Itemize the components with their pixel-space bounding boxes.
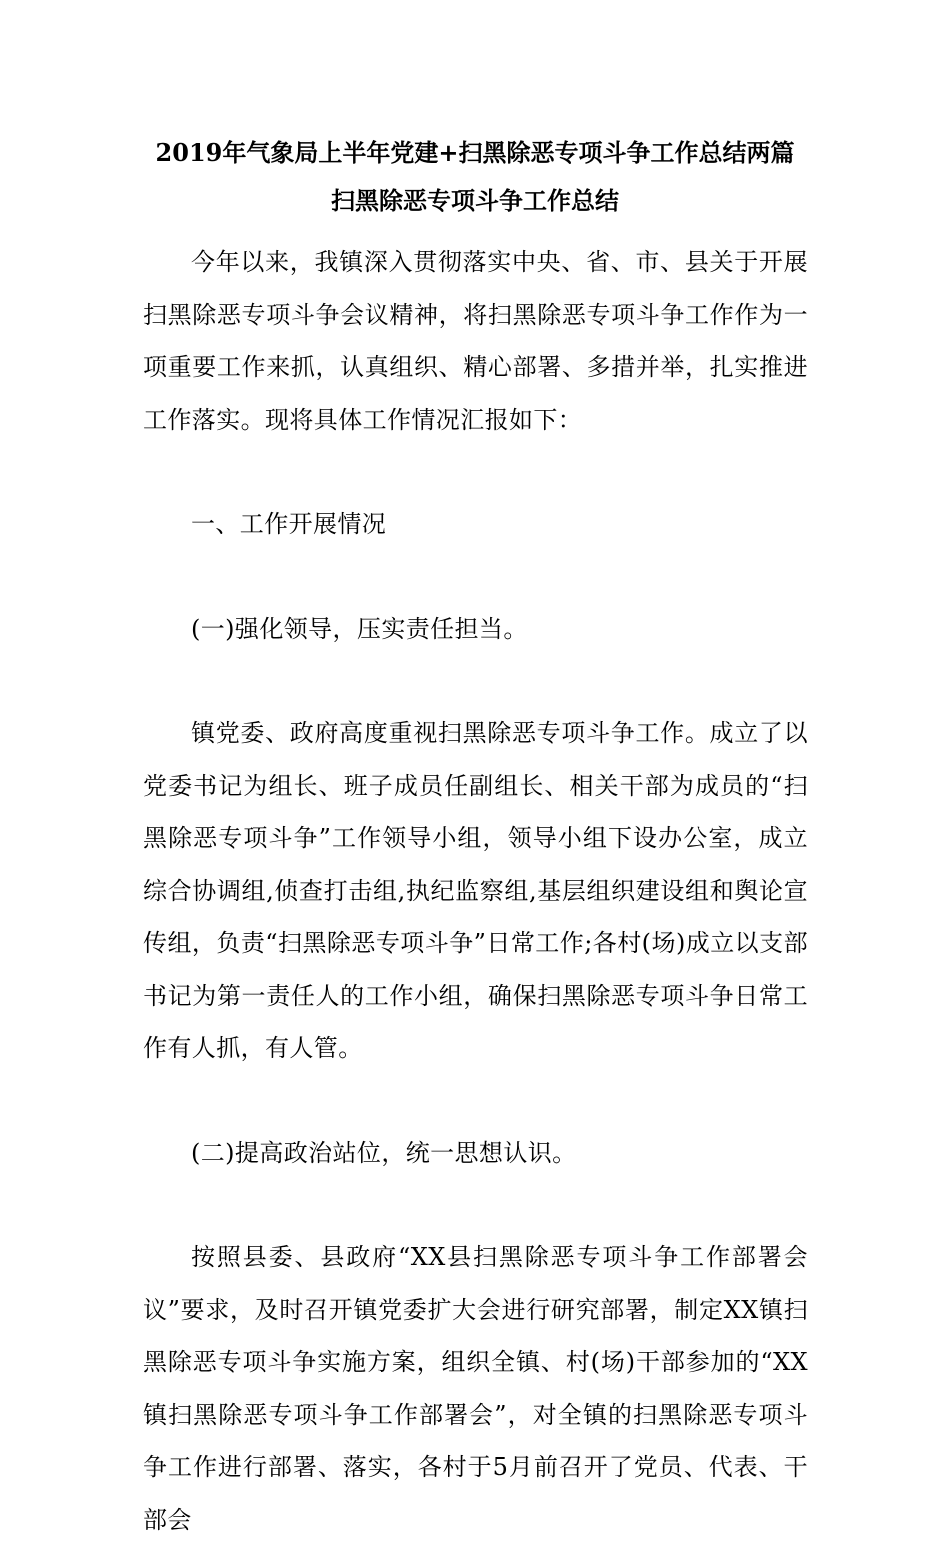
body-paragraph-1: 镇党委、政府高度重视扫黑除恶专项斗争工作。成立了以党委书记为组长、班子成员任副组长、相关干部为成员的“扫黑除恶专项斗争”工作领导小组，领导小组下设办公室，成立综合协调组,侦查打击组,执纪监察组,基层组织建设组和舆论宣传组，负责“扫黑除恶专项斗争”日常工作;各村(场)成立以支部书记为第一责任人的工作小组，确保扫黑除恶专项斗争日常工作有人抓，有人管。	[143, 719, 808, 1062]
section-heading-1: 一、工作开展情况	[191, 510, 387, 538]
body-paragraph-2: 按照县委、县政府“XX县扫黑除恶专项斗争工作部署会议”要求，及时召开镇党委扩大会进行研究部署，制定XX镇扫黑除恶专项斗争实施方案，组织全镇、村(场)干部参加的“XX镇扫黑除恶专项斗争工作部署会”，对全镇的扫黑除恶专项斗争工作进行部署、落实，各村于5月前召开了党员、代表、干部会	[143, 1243, 808, 1534]
subsection-heading-1: (一)强化领导，压实责任担当。	[191, 614, 528, 643]
document-subtitle: 扫黑除恶专项斗争工作总结	[331, 186, 619, 215]
subsection-heading-2: (二)提高政治站位，统一思想认识。	[191, 1138, 577, 1167]
document-body	[143, 236, 808, 1546]
document-title: 2019年气象局上半年党建+扫黑除恶专项斗争工作总结两篇	[155, 138, 795, 167]
intro-paragraph: 今年以来，我镇深入贯彻落实中央、省、市、县关于开展扫黑除恶专项斗争会议精神，将扫黑除恶专项斗争工作作为一项重要工作来抓，认真组织、精心部署、多措并举，扎实推进工作落实。现将具体工作情况汇报如下：	[143, 248, 808, 434]
